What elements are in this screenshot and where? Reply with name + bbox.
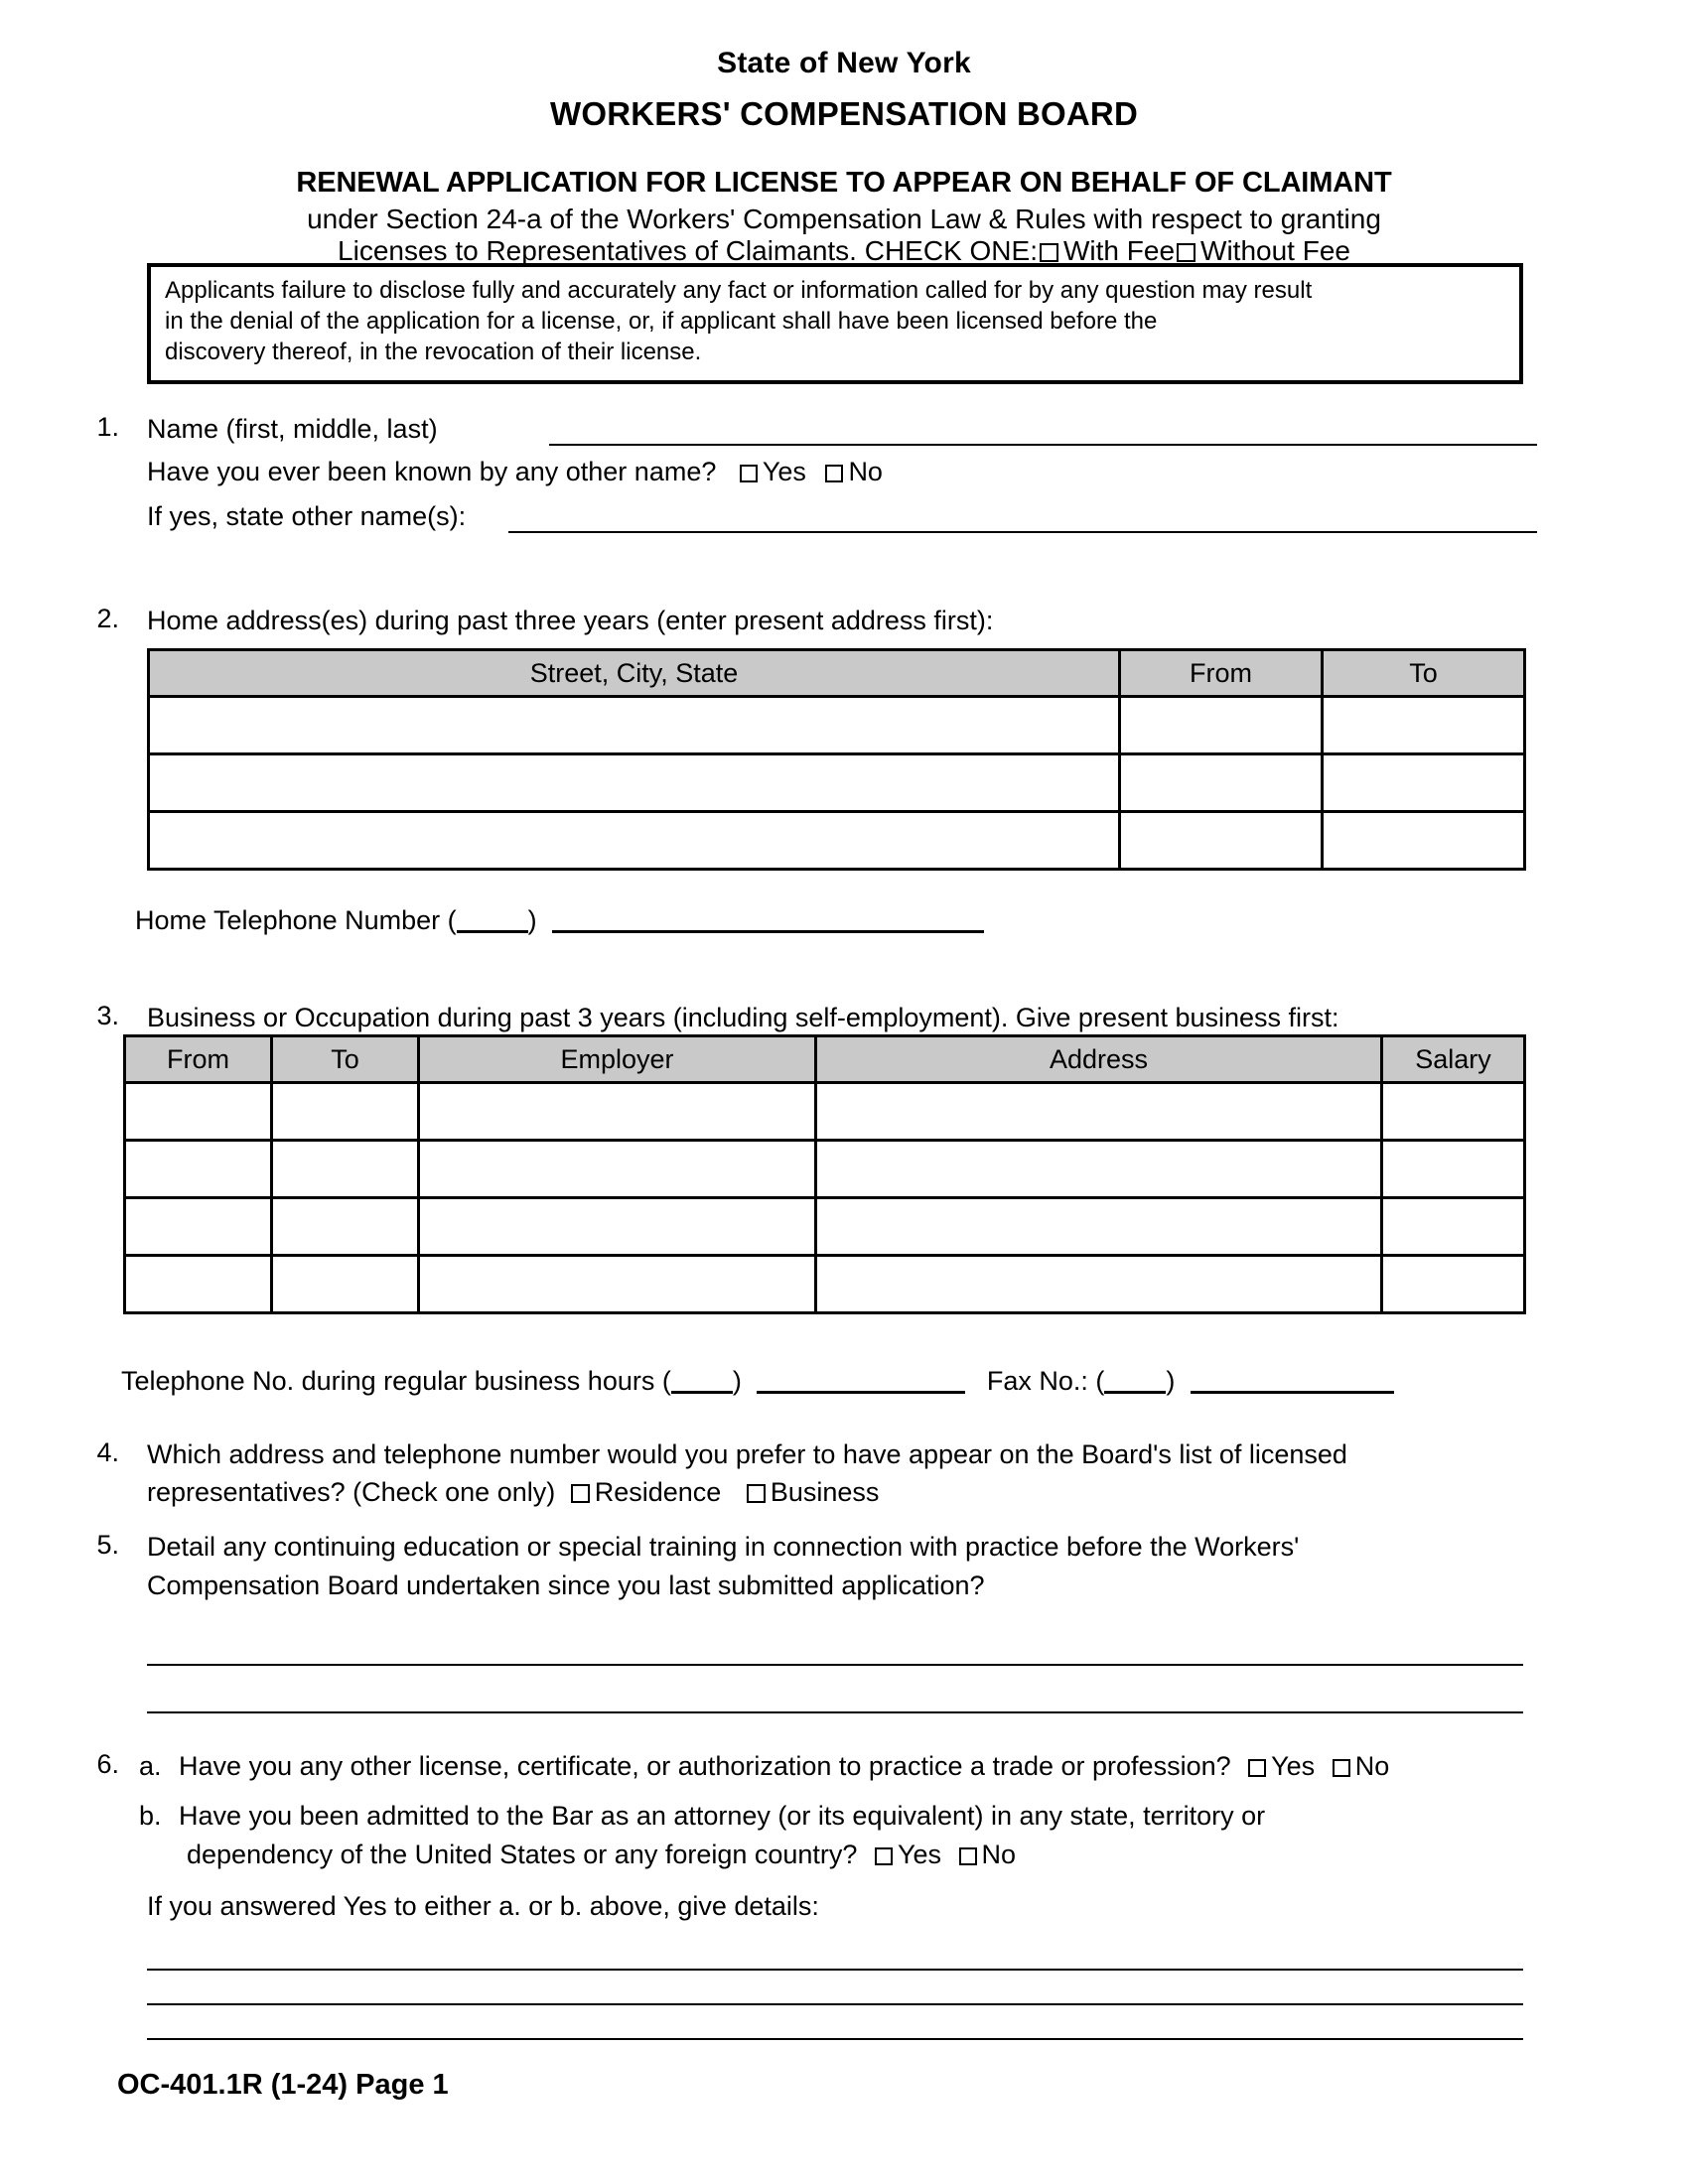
q6b-letter: b. bbox=[139, 1801, 162, 1831]
q6b-yes-label: Yes bbox=[897, 1840, 941, 1869]
business-cell-employer[interactable] bbox=[419, 1083, 816, 1141]
business-cell-to[interactable] bbox=[272, 1198, 419, 1256]
warning-line-2: in the denial of the application for a license, or, if applicant shall have been licensed before the bbox=[165, 307, 1158, 335]
business-telephone-paren-close: ) bbox=[732, 1366, 742, 1396]
q2-label: Home address(es) during past three years (enter present address first): bbox=[147, 606, 994, 635]
home-address-cell-from[interactable] bbox=[1120, 754, 1323, 812]
fax-label: Fax No.: ( bbox=[986, 1366, 1105, 1396]
q6-answer-line-2[interactable] bbox=[147, 2003, 1523, 2005]
home-address-cell-to[interactable] bbox=[1323, 812, 1525, 870]
table-row bbox=[125, 1256, 1525, 1313]
business-cell-to[interactable] bbox=[272, 1141, 419, 1198]
business-cell-address[interactable] bbox=[816, 1256, 1382, 1313]
home-address-cell-street[interactable] bbox=[149, 812, 1120, 870]
q6a-letter: a. bbox=[139, 1751, 162, 1781]
q1-other-name-yes-label: Yes bbox=[762, 457, 806, 486]
with-fee-label: With Fee bbox=[1062, 235, 1176, 267]
home-address-cell-to[interactable] bbox=[1323, 754, 1525, 812]
q6-answer-line-3[interactable] bbox=[147, 2038, 1523, 2040]
disclosure-warning-box bbox=[147, 263, 1523, 384]
warning-line-3: discovery thereof, in the revocation of their license. bbox=[165, 338, 702, 365]
business-cell-employer[interactable] bbox=[419, 1198, 816, 1256]
table-row bbox=[149, 812, 1525, 870]
business-col-salary: Salary bbox=[1382, 1036, 1525, 1083]
q6a-no-label: No bbox=[1354, 1751, 1390, 1781]
form-subtitle-line1: under Section 24-a of the Workers' Compensation Law & Rules with respect to granting bbox=[307, 204, 1381, 234]
home-telephone-row bbox=[135, 903, 984, 939]
home-address-cell-from[interactable] bbox=[1120, 812, 1323, 870]
q2-number: 2. bbox=[96, 604, 119, 633]
business-cell-address[interactable] bbox=[816, 1141, 1382, 1198]
q6b-text-line2: dependency of the United States or any foreign country? bbox=[187, 1840, 858, 1869]
form-footer: OC-401.1R (1-24) Page 1 bbox=[117, 2069, 449, 2101]
q3-label: Business or Occupation during past 3 years (including self-employment). Give present business first: bbox=[147, 1003, 1339, 1032]
home-address-table bbox=[147, 648, 1526, 871]
table-row bbox=[149, 754, 1525, 812]
q6b-no-checkbox[interactable] bbox=[959, 1847, 977, 1865]
home-address-col-from: From bbox=[1120, 650, 1323, 697]
q1-other-names-input-line[interactable] bbox=[508, 531, 1537, 533]
q4-business-label: Business bbox=[770, 1477, 880, 1507]
form-subtitle bbox=[0, 200, 1688, 268]
q6b-line2 bbox=[187, 1838, 1016, 1873]
business-col-from: From bbox=[125, 1036, 272, 1083]
home-address-col-street: Street, City, State bbox=[149, 650, 1120, 697]
table-row bbox=[125, 1141, 1525, 1198]
q1-other-name-no-label: No bbox=[848, 457, 883, 486]
business-telephone-label: Telephone No. during regular business hours ( bbox=[121, 1366, 671, 1396]
business-cell-salary[interactable] bbox=[1382, 1083, 1525, 1141]
home-telephone-label: Home Telephone Number ( bbox=[135, 905, 457, 935]
q6b-no-label: No bbox=[981, 1840, 1017, 1869]
business-cell-address[interactable] bbox=[816, 1083, 1382, 1141]
home-address-cell-to[interactable] bbox=[1323, 697, 1525, 754]
home-telephone-number-input[interactable] bbox=[552, 930, 984, 933]
q5-answer-line-2[interactable] bbox=[147, 1711, 1523, 1713]
business-cell-to[interactable] bbox=[272, 1256, 419, 1313]
q6b-yes-checkbox[interactable] bbox=[875, 1847, 893, 1865]
q4-line1: Which address and telephone number would you prefer to have appear on the Board's list of licensed bbox=[147, 1439, 1347, 1469]
q6-answer-line-1[interactable] bbox=[147, 1969, 1523, 1971]
home-address-cell-from[interactable] bbox=[1120, 697, 1323, 754]
home-address-cell-street[interactable] bbox=[149, 697, 1120, 754]
state-heading: State of New York bbox=[717, 47, 971, 79]
business-cell-to[interactable] bbox=[272, 1083, 419, 1141]
q4-number: 4. bbox=[96, 1437, 119, 1467]
q4-line2 bbox=[147, 1475, 879, 1511]
business-cell-from[interactable] bbox=[125, 1083, 272, 1141]
q1-other-name-question: Have you ever been known by any other name? bbox=[147, 457, 717, 486]
business-cell-salary[interactable] bbox=[1382, 1198, 1525, 1256]
q6a-no-checkbox[interactable] bbox=[1333, 1759, 1350, 1777]
q5-answer-line-1[interactable] bbox=[147, 1664, 1523, 1666]
without-fee-label: Without Fee bbox=[1200, 235, 1350, 267]
q1-name-input-line[interactable] bbox=[549, 444, 1537, 446]
business-col-employer: Employer bbox=[419, 1036, 816, 1083]
fax-paren-close: ) bbox=[1166, 1366, 1176, 1396]
q5-line2: Compensation Board undertaken since you last submitted application? bbox=[147, 1570, 985, 1600]
table-row bbox=[125, 1198, 1525, 1256]
warning-line-1: Applicants failure to disclose fully and accurately any fact or information called for by any question may result bbox=[165, 277, 1313, 304]
home-address-col-to: To bbox=[1323, 650, 1525, 697]
business-occupation-table bbox=[123, 1034, 1526, 1314]
form-title: RENEWAL APPLICATION FOR LICENSE TO APPEAR ON BEHALF OF CLAIMANT bbox=[296, 167, 1392, 199]
q6b-text-line1: Have you been admitted to the Bar as an attorney (or its equivalent) in any state, territory or bbox=[179, 1801, 1266, 1831]
q4-business-checkbox[interactable] bbox=[747, 1484, 766, 1503]
home-address-table-header-row bbox=[149, 650, 1525, 697]
home-telephone-areacode-input[interactable] bbox=[457, 930, 528, 933]
q1-number: 1. bbox=[96, 412, 119, 442]
board-heading: WORKERS' COMPENSATION BOARD bbox=[550, 95, 1138, 132]
q1-other-name-yes-checkbox[interactable] bbox=[740, 465, 758, 482]
q3-number: 3. bbox=[96, 1001, 119, 1030]
business-cell-from[interactable] bbox=[125, 1256, 272, 1313]
business-cell-address[interactable] bbox=[816, 1198, 1382, 1256]
q5-number: 5. bbox=[96, 1530, 119, 1560]
without-fee-checkbox[interactable] bbox=[1177, 243, 1196, 262]
table-row bbox=[149, 697, 1525, 754]
business-cell-salary[interactable] bbox=[1382, 1141, 1525, 1198]
q6a-yes-checkbox[interactable] bbox=[1248, 1759, 1266, 1777]
home-telephone-paren-close: ) bbox=[527, 905, 537, 935]
q6a-yes-label: Yes bbox=[1271, 1751, 1316, 1781]
business-telephone-number-input[interactable] bbox=[757, 1391, 965, 1394]
with-fee-checkbox[interactable] bbox=[1040, 243, 1058, 262]
business-cell-salary[interactable] bbox=[1382, 1256, 1525, 1313]
business-table-header-row bbox=[125, 1036, 1525, 1083]
business-telephone-row bbox=[121, 1364, 1394, 1400]
business-col-address: Address bbox=[816, 1036, 1382, 1083]
q1-name-label: Name (first, middle, last) bbox=[147, 414, 438, 444]
home-address-cell-street[interactable] bbox=[149, 754, 1120, 812]
q1-if-yes-label: If yes, state other name(s): bbox=[147, 501, 467, 531]
business-telephone-areacode-input[interactable] bbox=[671, 1391, 733, 1394]
check-one-label: Licenses to Representatives of Claimants. CHECK ONE: bbox=[338, 235, 1038, 267]
q4-residence-checkbox[interactable] bbox=[571, 1484, 590, 1503]
business-cell-employer[interactable] bbox=[419, 1141, 816, 1198]
business-col-to: To bbox=[272, 1036, 419, 1083]
business-cell-from[interactable] bbox=[125, 1141, 272, 1198]
q1-other-name-no-checkbox[interactable] bbox=[825, 465, 843, 482]
q4-check-one-only-label: representatives? (Check one only) bbox=[147, 1477, 556, 1507]
q6-number: 6. bbox=[96, 1749, 119, 1779]
q6a-text: Have you any other license, certificate, or authorization to practice a trade or profession? bbox=[179, 1751, 1231, 1781]
business-cell-employer[interactable] bbox=[419, 1256, 816, 1313]
q4-residence-label: Residence bbox=[594, 1477, 722, 1507]
q5-line1: Detail any continuing education or special training in connection with practice before the Workers' bbox=[147, 1532, 1300, 1562]
q1-other-name-row bbox=[147, 455, 883, 490]
business-cell-from[interactable] bbox=[125, 1198, 272, 1256]
q6a-row bbox=[139, 1749, 1389, 1785]
fax-areacode-input[interactable] bbox=[1104, 1391, 1166, 1394]
q6b-line1 bbox=[139, 1799, 1265, 1835]
q6-details-label: If you answered Yes to either a. or b. above, give details: bbox=[147, 1891, 819, 1921]
table-row bbox=[125, 1083, 1525, 1141]
fax-number-input[interactable] bbox=[1191, 1391, 1394, 1394]
